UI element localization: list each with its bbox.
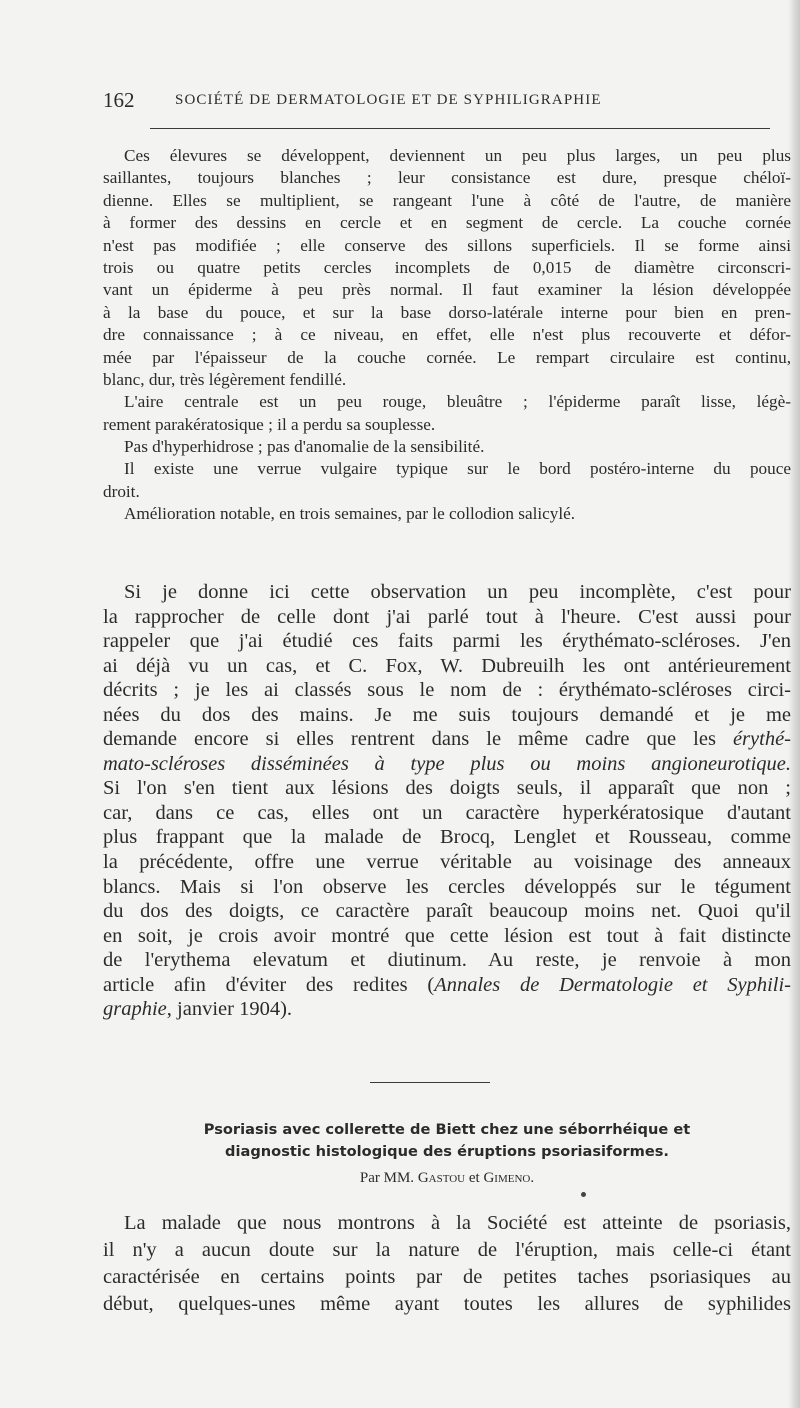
text-segment: de l'erythema elevatum et diutinum. Au reste, je renvoie à mon — [103, 949, 791, 972]
text-line — [103, 776, 791, 801]
text-segment: , janvier 1904). — [166, 998, 293, 1021]
text-line — [103, 678, 791, 703]
text-segment: Si l'on s'en tient aux lésions des doigts seuls, il apparaît que non ; — [103, 777, 791, 800]
text-line — [103, 899, 791, 924]
text-line — [103, 801, 791, 826]
page-number: 162 — [103, 88, 135, 112]
text-segment: caractérisée en certains points par de petites taches psoriasiques au — [103, 1266, 791, 1288]
text-line — [103, 752, 791, 777]
text-segment: mée par l'épaisseur de la couche cornée. Le rempart circulaire est continu, — [103, 347, 791, 367]
byline-and: et — [468, 1170, 480, 1186]
text-segment: trois ou quatre petits cercles incomplets de 0,015 de diamètre circonscri- — [103, 257, 791, 277]
text-segment: début, quelques-unes même ayant toutes les allures de syphilides — [103, 1293, 791, 1315]
text-line — [103, 145, 791, 167]
italic-text: érythé- — [732, 728, 791, 751]
text-line — [103, 391, 791, 413]
text-segment: il n'y a aucun doute sur la nature de l'éruption, mais celle-ci étant — [103, 1239, 791, 1261]
paragraph-block-observation — [103, 145, 791, 526]
text-segment: demande encore si elles rentrent dans le même cadre que les — [103, 728, 733, 751]
text-line — [103, 190, 791, 212]
text-line — [103, 605, 791, 630]
text-segment: Amélioration notable, en trois semaines, par le collodion salicylé. — [124, 504, 576, 524]
text-line — [103, 436, 791, 458]
italic-text: mato-scléroses disséminées à type plus ou moins angioneurotique. — [103, 752, 791, 775]
text-line — [103, 481, 791, 503]
article-title — [103, 1119, 791, 1163]
article-byline — [103, 1170, 791, 1187]
paragraph-block-discussion — [103, 580, 791, 1022]
text-segment: vant un épiderme à peu près normal. Il faut examiner la lésion développée — [103, 280, 791, 300]
text-line — [103, 458, 791, 480]
paragraph-block-psoriasis — [103, 1210, 791, 1318]
text-line — [103, 257, 791, 279]
text-line — [103, 235, 791, 257]
text-segment: Il existe une verrue vulgaire typique sur le bord postéro-interne du pouce — [124, 459, 791, 479]
text-segment: droit. — [103, 481, 140, 501]
article-title-line-2: diagnostic histologique des éruptions psoriasiformes. — [225, 1143, 669, 1160]
text-segment: n'est pas modifiée ; elle conserve des sillons superficiels. Il se forme ainsi — [103, 235, 791, 255]
text-segment: rement parakératosique ; il a perdu sa souplesse. — [103, 414, 436, 434]
article-title-line-1: Psoriasis avec collerette de Biett chez une séborrhéique et — [203, 1121, 691, 1138]
header-rule — [150, 128, 770, 129]
text-segment: ai déjà vu un cas, et C. Fox, W. Dubreuilh les ont antérieurement — [103, 654, 791, 677]
text-segment: la précédente, offre une verrue véritable au voisinage des anneaux — [103, 851, 791, 874]
text-line — [103, 324, 791, 346]
text-segment: plus frappant que la malade de Brocq, Lenglet et Rousseau, comme — [103, 826, 791, 849]
author-name: Gastou — [417, 1170, 466, 1186]
text-segment: Si je donne ici cette observation un peu incomplète, c'est pour — [124, 581, 791, 603]
text-line — [103, 997, 791, 1022]
text-segment: du dos des doigts, ce caractère paraît beaucoup moins net. Quoi qu'il — [103, 900, 791, 923]
text-segment: L'aire centrale est un peu rouge, bleuâtre ; l'épiderme paraît lisse, légè- — [124, 392, 791, 412]
text-line — [103, 279, 791, 301]
text-segment: Pas d'hyperhidrose ; pas d'anomalie de la sensibilité. — [124, 437, 485, 457]
text-segment: la rapprocher de celle dont j'ai parlé tout à l'heure. C'est aussi pour — [103, 605, 791, 628]
byline-prefix: Par MM. — [359, 1170, 415, 1186]
text-segment: article afin d'éviter des redites ( — [103, 973, 435, 996]
text-line — [103, 347, 791, 369]
text-segment: blancs. Mais si l'on observe les cercles développés sur le tégument — [103, 875, 791, 898]
text-line — [103, 973, 791, 998]
text-line — [103, 1264, 791, 1291]
text-line — [103, 369, 791, 391]
text-line — [103, 875, 791, 900]
text-segment: décrits ; je les ai classés sous le nom de : érythémato-scléroses circi- — [103, 679, 791, 702]
text-segment: La malade que nous montrons à la Société est atteinte de psoriasis, — [124, 1212, 791, 1234]
ink-dot — [581, 1192, 586, 1197]
text-segment: dre connaissance ; à ce niveau, en effet, elle n'est plus recouverte et défor- — [103, 325, 791, 345]
section-divider — [370, 1082, 490, 1083]
text-line — [103, 580, 791, 605]
author-name: Gimeno. — [483, 1170, 535, 1186]
text-line — [103, 212, 791, 234]
text-segment: dienne. Elles se multiplient, se rangeant l'une à côté de l'autre, de manière — [103, 190, 791, 210]
text-line — [103, 654, 791, 679]
text-line — [103, 414, 791, 436]
text-segment: nées du dos des mains. Je me suis toujours demandé et je me — [103, 703, 791, 726]
text-line — [103, 629, 791, 654]
running-title: SOCIÉTÉ DE DERMATOLOGIE ET DE SYPHILIGRAPHIE — [175, 92, 602, 108]
text-segment: à la base du pouce, et sur la base dorso-latérale interne pour bien en pren- — [103, 302, 791, 322]
text-segment: rappeler que j'ai étudié ces faits parmi les érythémato-scléroses. J'en — [103, 630, 791, 653]
text-line — [103, 703, 791, 728]
text-line — [103, 924, 791, 949]
italic-text: Annales de Dermatologie et Syphili- — [434, 973, 791, 996]
text-line — [103, 1237, 791, 1264]
text-line — [103, 1291, 791, 1318]
text-line — [103, 948, 791, 973]
text-segment: en soit, je crois avoir montré que cette lésion est tout à fait distincte — [103, 924, 791, 947]
text-segment: Ces élevures se développent, deviennent un peu plus larges, un peu plus — [124, 146, 791, 165]
italic-text: graphie — [103, 998, 167, 1021]
text-segment: blanc, dur, très légèrement fendillé. — [103, 369, 347, 389]
text-line — [103, 167, 791, 189]
text-segment: car, dans ce cas, elles ont un caractère hyperkératosique d'autant — [103, 801, 791, 824]
text-segment: à former des dessins en cercle et en segment de cercle. La couche cornée — [103, 213, 791, 233]
text-line — [103, 1210, 791, 1237]
text-line — [103, 850, 791, 875]
text-segment: saillantes, toujours blanches ; leur consistance est dure, presque chéloï- — [103, 168, 791, 188]
text-line — [103, 727, 791, 752]
text-line — [103, 503, 791, 525]
page-header — [103, 88, 793, 114]
text-line — [103, 302, 791, 324]
text-line — [103, 825, 791, 850]
